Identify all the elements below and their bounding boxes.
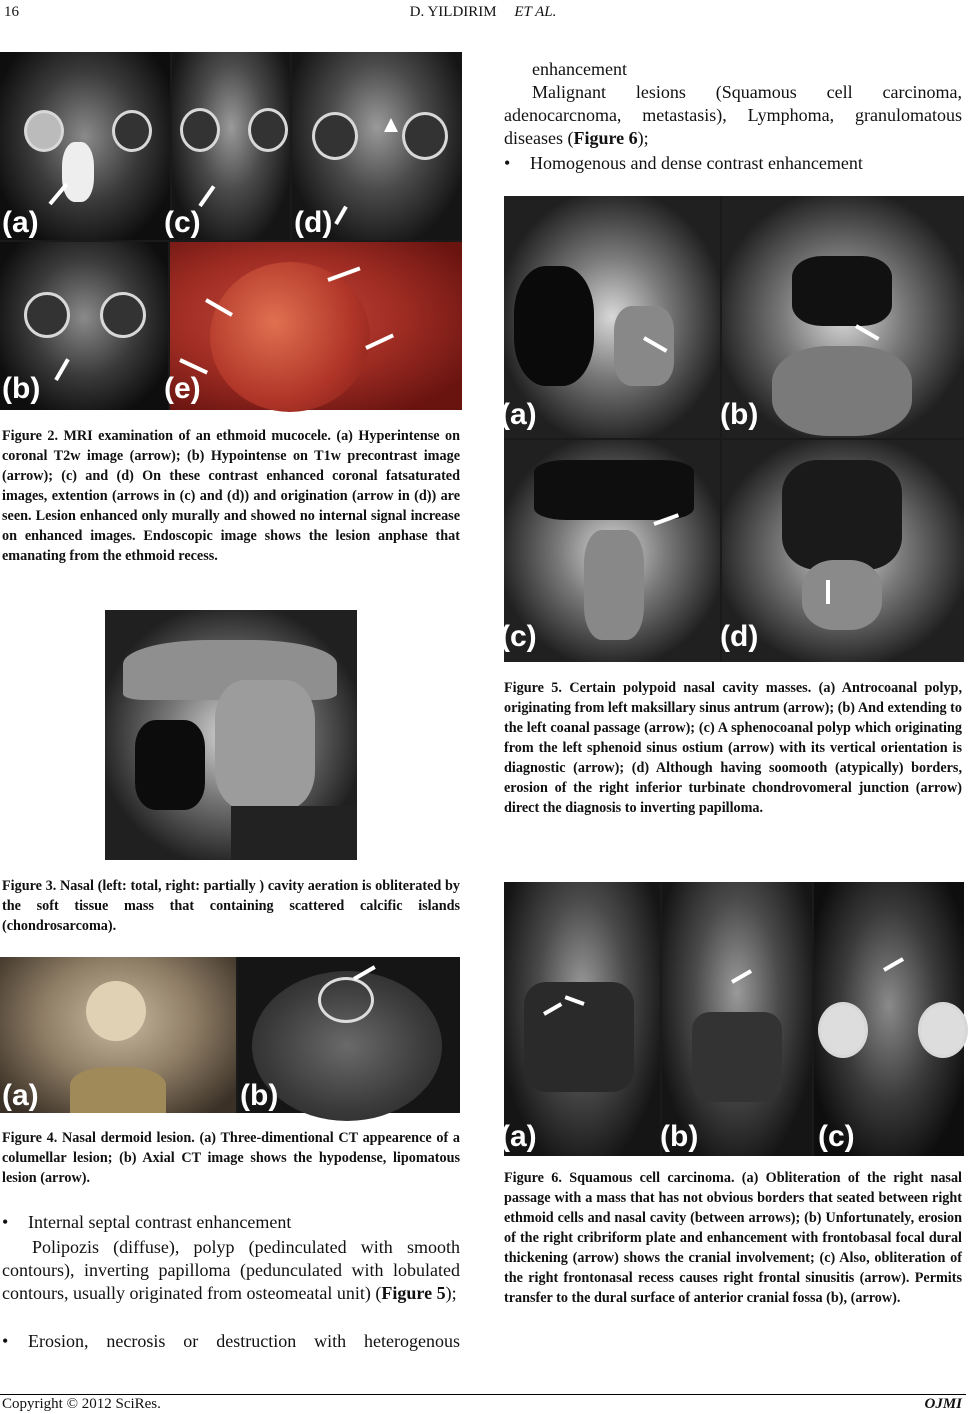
figure-6-caption: Figure 6. Squamous cell carcinoma. (a) Obliteration of the right nasal passage with a mass that has not obvious borders that seated between right ethmoid cells and nasal cavity (between arrows); (b) Unfortunately, erosion of the right cribriform plate and enhancement with frontobasal focal dural thickening (arrow) shows the cranial involvement; (c) Also, obliteration of the right frontonasal recess causes right frontal sinusitis (arrow). Permits transfer to the dural surface of anterior cranial fossa (b), (arrow).: [504, 1170, 962, 1306]
bullet-dot: •: [2, 1212, 9, 1232]
page-number: 16: [4, 4, 19, 20]
figure-5-label-b: (b): [720, 398, 759, 431]
paragraph-malignant: [504, 81, 962, 150]
paragraph-polyposis: [2, 1236, 460, 1305]
figure-5-panel-a: [500, 196, 720, 438]
figure-4-image: [0, 957, 460, 1113]
figure-6-panel-b: [662, 882, 812, 1156]
figure-5-image: [500, 196, 964, 662]
figure-6-label-a: (a): [500, 1120, 537, 1153]
figure-6-label-b: (b): [660, 1120, 699, 1153]
running-title-author: D. YILDIRIM: [409, 4, 497, 20]
journal-name: OJMI: [924, 1396, 962, 1412]
figure-2-image: [0, 52, 462, 410]
figure-2-label-b: (b): [2, 372, 41, 405]
figure-5-panel-b: [722, 196, 964, 438]
text-enhancement: enhancement: [532, 59, 627, 79]
figure-6-image: [500, 882, 964, 1156]
figure-2-label-e: (e): [164, 372, 201, 405]
paragraph-text-end: );: [637, 128, 649, 148]
figure-2-label-d: (d): [294, 206, 333, 239]
figure-6-reference[interactable]: Figure 6: [573, 128, 638, 148]
figure-4-caption: Figure 4. Nasal dermoid lesion. (a) Three-dimentional CT appearence of a columellar lesion; (b) Axial CT image shows the hypodense, lipomatous lesion (arrow).: [2, 1130, 460, 1186]
figure-2-caption: Figure 2. MRI examination of an ethmoid mucocele. (a) Hyperintense on coronal T2w image (arrow); (b) Hypointense on T1w precontrast image (arrow); (c) and (d) On these contrast enhanced coronal fatsaturated images, extention (arrows in (c) and (d)) and origination (arrow in (d)) are seen. Lesion enhanced only murally and showed no internal signal increase on enhanced images. Endoscopic image shows the lesion anphase that emanating from the ethmoid recess.: [2, 428, 460, 564]
figure-4-panel-b: [238, 957, 460, 1113]
figure-5-caption: Figure 5. Certain polypoid nasal cavity masses. (a) Antrocoanal polyp, originating from left maksillary sinus antrum (arrow); (b) And extending to the left coanal passage (arrow); (c) A sphenocoanal polyp which originating from the left sphenoid sinus ostium (arrow) with its vertical orientation is diagnostic (arrow); (d) Although having soomooth (atypically) borders, erosion of the right inferior turbinate chondrovomeral junction (arrow) direct the diagnosis to inverting papilloma.: [504, 680, 962, 816]
figure-6-label-c: (c): [818, 1120, 855, 1153]
figure-2-panel-b: [0, 242, 168, 410]
bullet-erosion: [2, 1330, 460, 1353]
figure-2-panel-e: [164, 242, 462, 410]
figure-4-panel-a: [0, 957, 236, 1113]
bullet-text: Erosion, necrosis or destruction with heterogenous: [28, 1331, 460, 1351]
figure-3-caption: Figure 3. Nasal (left: total, right: partially ) cavity aeration is obliterated by the soft tissue mass that containing scattered calcific islands (chondrosarcoma).: [2, 878, 460, 934]
bullet-text: Homogenous and dense contrast enhancement: [530, 153, 863, 173]
running-title-etal: ET AL.: [514, 4, 557, 20]
figure-5-panel-c: [500, 440, 720, 662]
copyright: Copyright © 2012 SciRes.: [2, 1396, 161, 1412]
paragraph-text: Polipozis (diffuse), polyp (pedinculated with smooth contours), inverting papilloma (pedunculated with lobulated contours, usually originated from osteomeatal unit) (: [2, 1237, 460, 1303]
figure-2-panel-d: [292, 52, 462, 240]
figure-2-label-c: (c): [164, 206, 201, 239]
bullet-text: Internal septal contrast enhancement: [28, 1212, 292, 1232]
running-title: [0, 4, 966, 21]
figure-5-label-c: (c): [500, 620, 537, 653]
figure-6-panel-c: [814, 882, 964, 1156]
figure-5-reference[interactable]: Figure 5: [381, 1283, 446, 1303]
figure-3-image: [105, 610, 357, 860]
paragraph-text: Malignant lesions (Squamous cell carcinoma, adenocarcnoma, metastasis), Lymphoma, granulomatous diseases (: [504, 82, 962, 148]
figure-5-label-a: (a): [500, 398, 537, 431]
bullet-dot: •: [2, 1331, 9, 1351]
figure-2-label-a: (a): [2, 206, 39, 239]
bullet-dot: •: [504, 153, 511, 173]
figure-2-panel-a: [0, 52, 170, 240]
figure-4-label-b: (b): [240, 1079, 279, 1112]
figure-5-label-d: (d): [720, 620, 759, 653]
figure-4-label-a: (a): [2, 1079, 39, 1112]
footer-divider: [0, 1394, 966, 1395]
figure-6-panel-a: [500, 882, 660, 1156]
figure-2-panel-c: [164, 52, 290, 240]
paragraph-text-end: );: [445, 1283, 457, 1303]
figure-5-panel-d: [722, 440, 964, 662]
